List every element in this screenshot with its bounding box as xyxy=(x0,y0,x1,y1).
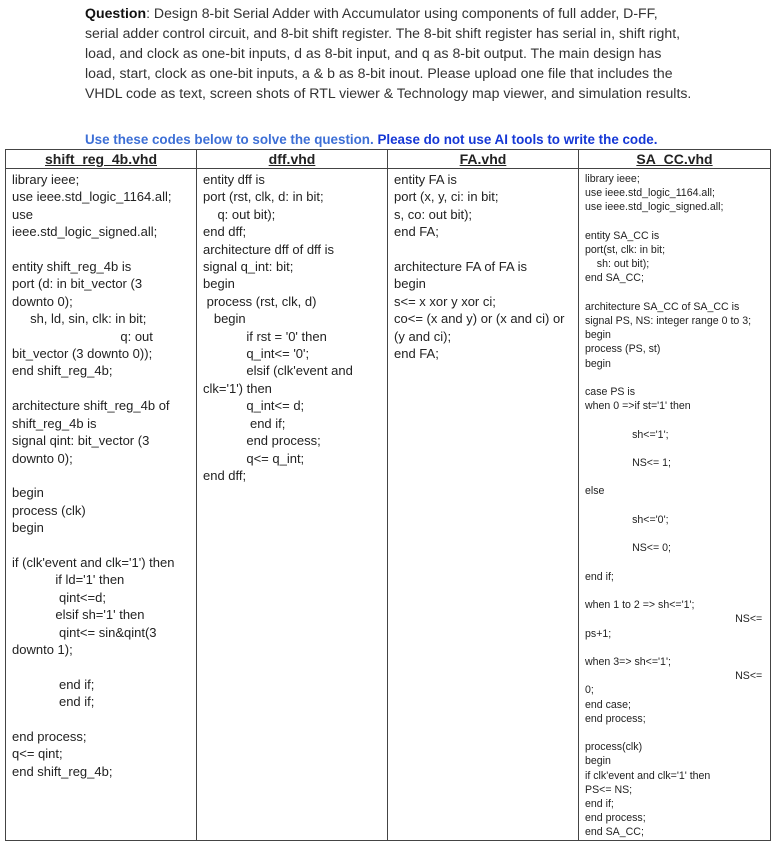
code-shift-reg: library ieee; use ieee.std_logic_1164.all; use ieee.std_logic_signed.all; entity shift_reg_4b is port (d: in bit_vector (3 downto 0); sh, ld, sin, clk: in bit; q: out bit_vector (3 downto 0)); end shift_reg_4b; architecture shift_reg_4b of shift_reg_4b is signal qint: bit_vector (3 downto 0); begin process (clk) begin if (clk'event and clk='1') then if ld='1' then qint<=d; elsif sh='1' then qint<= sin&qint(3 downto 1); end if; end if; end process; q<= qint; end shift_reg_4b; xyxy=(12,172,175,779)
header-row xyxy=(6,150,771,169)
question-label: Question xyxy=(85,5,147,21)
code-sa-cc: library ieee; use ieee.std_logic_1164.all; use ieee.std_logic_signed.all; entity SA_CC is port(st, clk: in bit; sh: out bit); end SA_CC; architecture SA_CC of SA_CC is signal PS, NS: integer range 0 to 3; begin process (PS, st) begin case PS is when 0 =>if st='1' then sh<='1'; NS<= 1; else sh<='0'; NS<= 0; end if; when 1 to 2 => sh<='1'; NS<= ps+1; when 3=> sh<='1'; NS<= 0; end case; end process; process(clk) begin if clk'event and clk='1' then PS<= NS; end if; end process; end SA_CC; xyxy=(585,173,763,839)
header-shift-reg: shift_reg_4b.vhd xyxy=(6,150,197,169)
cell-fa xyxy=(388,169,579,841)
instruction-no-ai: Please do not use AI tools to write the code. xyxy=(377,132,658,147)
code-table xyxy=(5,149,771,841)
cell-sa-cc xyxy=(579,169,771,841)
header-fa: FA.vhd xyxy=(388,150,579,169)
code-row xyxy=(6,169,771,841)
code-fa: entity FA is port (x, y, ci: in bit; s, co: out bit); end FA; architecture FA of FA is begin s<= x xor y xor ci; co<= (x and y) or (x and ci) or (y and ci); end FA; xyxy=(394,172,565,362)
cell-dff xyxy=(197,169,388,841)
question-body: : Design 8-bit Serial Adder with Accumulator using components of full adder, D-FF, serial adder control circuit, and 8-bit shift register. The 8-bit shift register has serial in, shift right, load, and clock as one-bit inputs, d as 8-bit input, and q as 8-bit output. The main design has load, start, clock as one-bit inputs, a & b as 8-bit inout. Please upload one file that includes the VHDL code as text, screen shots of RTL viewer & Technology map viewer, and simulation results. xyxy=(85,5,692,101)
question-text xyxy=(85,4,695,104)
instructions xyxy=(85,132,657,147)
instruction-use-codes: Use these codes below to solve the question. xyxy=(85,132,374,147)
header-dff: dff.vhd xyxy=(197,150,388,169)
code-dff: entity dff is port (rst, clk, d: in bit; q: out bit); end dff; architecture dff of dff is signal q_int: bit; begin process (rst, clk, d) begin if rst = '0' then q_int<= '0'; elsif (clk'event and clk='1') then q_int<= d; end if; end process; q<= q_int; end dff; xyxy=(203,172,353,483)
cell-shift-reg xyxy=(6,169,197,841)
header-sa-cc: SA_CC.vhd xyxy=(579,150,771,169)
